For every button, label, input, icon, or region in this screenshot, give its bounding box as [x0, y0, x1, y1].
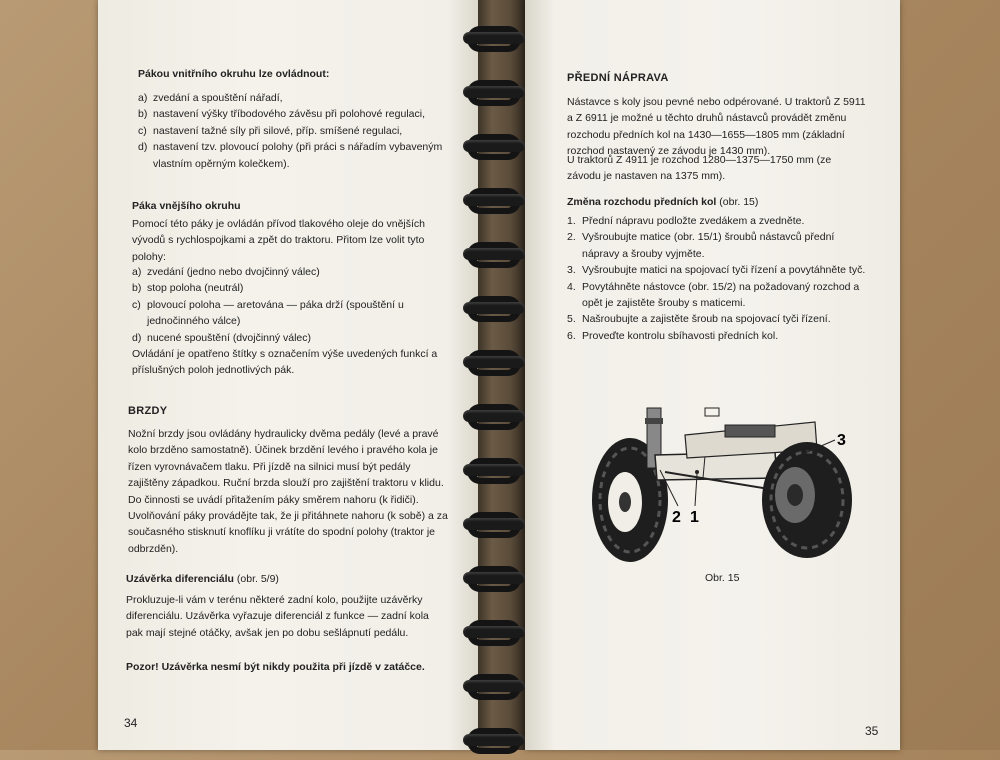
list-item: c) plovoucí poloha — aretována — páka drží (spouštění u jednočinného válce): [132, 298, 404, 328]
binding-ring: [463, 450, 525, 490]
list-item: d) nastavení tzv. plovoucí polohy (při práci s nářadím vybaveným vlastním opěrným kolečkem).: [138, 141, 443, 170]
binding-ring: [463, 342, 525, 382]
front-axle-illustration: [585, 400, 855, 575]
binding-ring: [463, 504, 525, 544]
diff-lock-heading: [126, 573, 279, 585]
callout-2: 2: [672, 509, 681, 526]
list-item: 1. Přední nápravu podložte zvedákem a zvedněte.: [567, 215, 805, 227]
track-change-steps: [567, 213, 867, 344]
list-item: c) nastavení tažné síly při silové, příp. smíšené regulaci,: [138, 124, 403, 137]
binding-ring: [463, 18, 525, 58]
outer-circuit-intro: Pomocí této páky je ovládán přívod tlakového oleje do vnějších vývodů s rychlospojkami a zpět do traktoru. Přitom lze volit tyto polohy:: [132, 218, 426, 263]
binding-ring: [463, 126, 525, 166]
left-page: [98, 0, 478, 750]
list-item: b) stop poloha (neutrál): [132, 282, 244, 295]
track-change-heading: [567, 196, 758, 208]
outer-circuit-note: Ovládání je opatřeno štítky s označením výše uvedených funkcí a příslušných poloh jednotlivých pák.: [132, 348, 438, 377]
callout-1: 1: [690, 509, 699, 526]
outer-circuit-heading: Páka vnějšího okruhu: [132, 200, 241, 212]
list-item: a) zvedání a spouštění nářadí,: [138, 92, 283, 104]
right-page: [525, 0, 900, 750]
binding-ring: [463, 234, 525, 274]
list-item: 5. Našroubujte a zajistěte šroub na spojovací tyči řízení.: [567, 313, 831, 326]
list-item: 3. Vyšroubujte matici na spojovací tyči řízení a povytáhněte tyč.: [567, 264, 866, 277]
diff-lock-heading-ref: (obr. 5/9): [236, 573, 279, 585]
diff-lock-text: Prokluzuje-li vám v terénu některé zadní kolo, použijte uzávěrky diferenciálu. Uzávěrka vyřazuje diferenciál z funkce — zadní kola pak mají stejné otáčky, avšak jen po dobu sešlápnutí pedálu.: [126, 594, 429, 639]
page-number: 34: [124, 716, 138, 730]
binding-ring: [463, 288, 525, 328]
diff-lock-heading-text: Uzávěrka diferenciálu: [126, 573, 234, 585]
track-change-heading-ref: (obr. 15): [719, 196, 759, 208]
binding-ring: [463, 666, 525, 706]
binding-ring: [463, 396, 525, 436]
diff-lock-warning: Pozor! Uzávěrka nesmí být nikdy použita při jízdě v zatáčce.: [126, 661, 425, 673]
list-item: a) zvedání (jedno nebo dvojčinný válec): [132, 266, 320, 278]
binding-ring: [463, 180, 525, 220]
binding-ring: [463, 72, 525, 112]
binding-ring: [463, 558, 525, 598]
list-item: 2. Vyšroubujte matice (obr. 15/1) šroubů nástavců přední nápravy a šrouby vyjměte.: [567, 231, 835, 260]
front-axle-title: PŘEDNÍ NÁPRAVA: [567, 72, 669, 84]
list-item: 6. Proveďte kontrolu sbíhavosti předních kol.: [567, 329, 779, 342]
list-item: 4. Povytáhněte nástovce (obr. 15/2) na požadovaný rozchod a opět je zajistěte šrouby s maticemi.: [567, 280, 860, 310]
callout-3: 3: [837, 432, 846, 449]
front-axle-text: Nástavce s koly jsou pevné nebo odpérované. U traktorů Z 5911 a Z 6911 je možné u těchto druhů nástavců provádět změnu rozchodu předních kol na 1430—1655—1805 mm (základní rozchod nastavený ze závodu je 1430 mm).: [567, 96, 866, 158]
figure-caption: Obr. 15: [705, 572, 740, 584]
outer-circuit-list: [132, 264, 454, 346]
binding-ring: [463, 720, 525, 760]
track-change-heading-text: Změna rozchodu předních kol: [567, 196, 717, 208]
front-axle-text-2: U traktorů Z 4911 je rozchod 1280—1375—1750 mm (ze závodu je nastaven na 1375 mm).: [567, 154, 832, 183]
binding-ring: [463, 612, 525, 652]
brakes-text: Nožní brzdy jsou ovládány hydraulicky dvěma pedály (levé a pravé kolo brzděno samostatně). Účinek brzdění levého i pravého kola je řízen vyrovnávačem tlaku. Při jízdě na silnici musí být pedály zajištěny západkou. Ruční brzda slouží pro zajištění traktoru v klidu. Do činnosti se uvádí přitažením páky směrem nahoru (k řidiči). Uvolňování páky provádějte tak, že ji přitáhnete nahoru (k sobě) a za současného stisknutí knoflíku ji vrátíte do spodní polohy (traktor je odbrzděn).: [128, 428, 448, 555]
list-item: b) nastavení výšky tříbodového závěsu při polohové regulaci,: [138, 108, 425, 121]
page-number: 35: [865, 724, 879, 738]
inner-circuit-heading: Pákou vnitřního okruhu lze ovládnout:: [138, 68, 330, 80]
list-item: d) nucené spouštění (dvojčinný válec): [132, 331, 312, 344]
inner-circuit-list: [138, 90, 463, 172]
brakes-title: BRZDY: [128, 405, 168, 417]
